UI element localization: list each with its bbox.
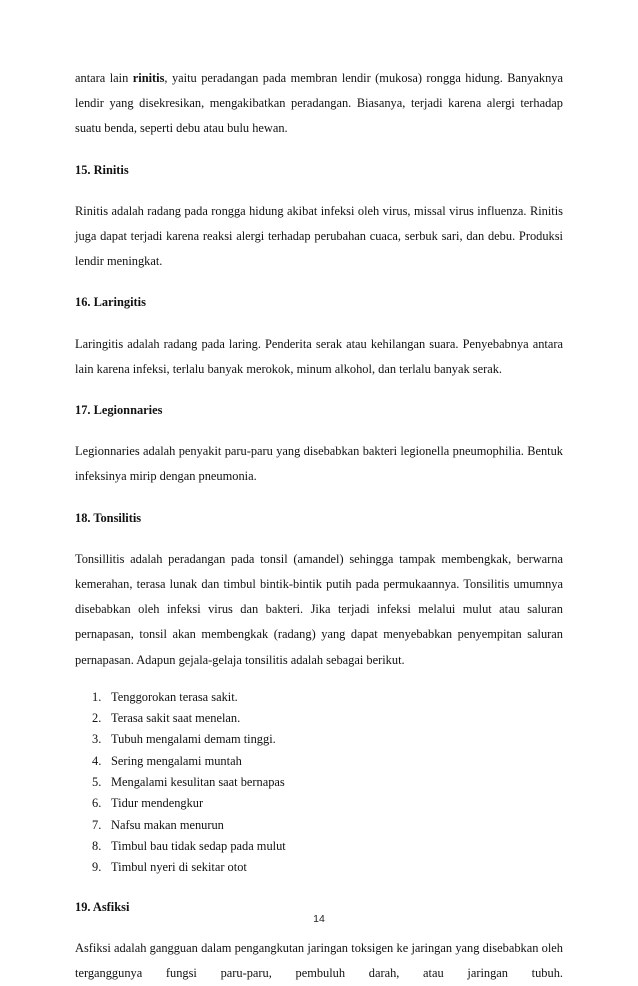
- list-item: [75, 815, 563, 836]
- section-heading-asfiksi: 19. Asfiksi: [75, 899, 130, 914]
- list-text: Timbul nyeri di sekitar otot: [111, 860, 247, 875]
- list-text: Tidur mendengkur: [111, 796, 204, 811]
- page-number: 14: [313, 913, 325, 925]
- intro-rest: , yaitu peradangan pada membran lendir (mukosa) rongga hidung. Banyaknya lendir yang disekresikan, mengakibatkan peradangan. Biasanya, terjadi karena alergi terhadap suatu benda, seperti debu atau bulu hewan.: [75, 71, 563, 136]
- list-item: [75, 836, 563, 857]
- list-text: Sering mengalami muntah: [111, 753, 242, 768]
- list-text: Terasa sakit saat menelan.: [111, 711, 241, 726]
- list-item: [75, 708, 563, 729]
- list-item: [75, 751, 563, 772]
- section-body-rinitis: Rinitis adalah radang pada rongga hidung akibat infeksi oleh virus, missal virus influenza. Rinitis juga dapat terjadi karena reaksi alergi terhadap perubahan cuaca, serbuk sari, dan debu. Produksi lendir meningkat.: [75, 203, 563, 269]
- section-heading-tonsilitis: 18. Tonsilitis: [75, 510, 142, 525]
- symptom-list: [75, 687, 563, 879]
- section-body-laringitis: Laringitis adalah radang pada laring. Penderita serak atau kehilangan suara. Penyebabnya antara lain karena infeksi, terlalu banyak merokok, minum alkohol, dan terlalu banyak serak.: [75, 336, 563, 376]
- section-body-asfiksi: Asfiksi adalah gangguan dalam pengangkutan jaringan toksigen ke jaringan yang disebabkan oleh terganggunya fungsi paru-paru, pembuluh darah, atau jaringan tubuh.: [75, 940, 563, 980]
- list-number: 3.: [92, 732, 102, 747]
- list-number: 4.: [92, 753, 102, 768]
- list-number: 8.: [92, 838, 102, 853]
- list-number: 1.: [92, 689, 102, 704]
- list-text: Timbul bau tidak sedap pada mulut: [111, 838, 286, 853]
- list-item: [75, 793, 563, 814]
- intro-paragraph: [75, 66, 563, 142]
- list-text: Mengalami kesulitan saat bernapas: [111, 775, 285, 790]
- intro-bold-term: rinitis: [132, 71, 165, 85]
- section-heading-laringitis: 16. Laringitis: [75, 295, 146, 310]
- list-text: Tubuh mengalami demam tinggi.: [111, 732, 276, 747]
- list-text: Nafsu makan menurun: [111, 817, 224, 832]
- list-item: [75, 772, 563, 793]
- section-heading-rinitis: 15. Rinitis: [75, 162, 129, 177]
- section-body-legionnaries: Legionnaries adalah penyakit paru-paru yang disebabkan bakteri legionella pneumophilia. Bentuk infeksinya mirip dengan pneumonia.: [75, 444, 563, 484]
- list-item: [75, 729, 563, 750]
- list-item: [75, 687, 563, 708]
- section-body-tonsilitis: Tonsillitis adalah peradangan pada tonsil (amandel) sehingga tampak membengkak, berwarna kemerahan, terasa lunak dan timbul bintik-bintik putih pada permukaannya. Tonsilitis umumnya disebabkan oleh infeksi virus dan bakteri. Jika terjadi infeksi melalui mulut atau saluran pernapasan, tonsil akan membengkak (radang) yang dapat menyebabkan penyempitan saluran pernapasan. Adapun gejala-gelaja tonsilitis adalah sebagai berikut.: [75, 551, 563, 667]
- list-number: 7.: [92, 817, 102, 832]
- list-number: 6.: [92, 796, 102, 811]
- intro-prefix: antara lain: [75, 71, 133, 85]
- list-item: [75, 857, 563, 878]
- list-number: 9.: [92, 860, 102, 875]
- list-number: 5.: [92, 775, 102, 790]
- page-content: [75, 66, 563, 986]
- list-text: Tenggorokan terasa sakit.: [111, 689, 238, 704]
- list-number: 2.: [92, 711, 102, 726]
- section-heading-legionnaries: 17. Legionnaries: [75, 403, 163, 418]
